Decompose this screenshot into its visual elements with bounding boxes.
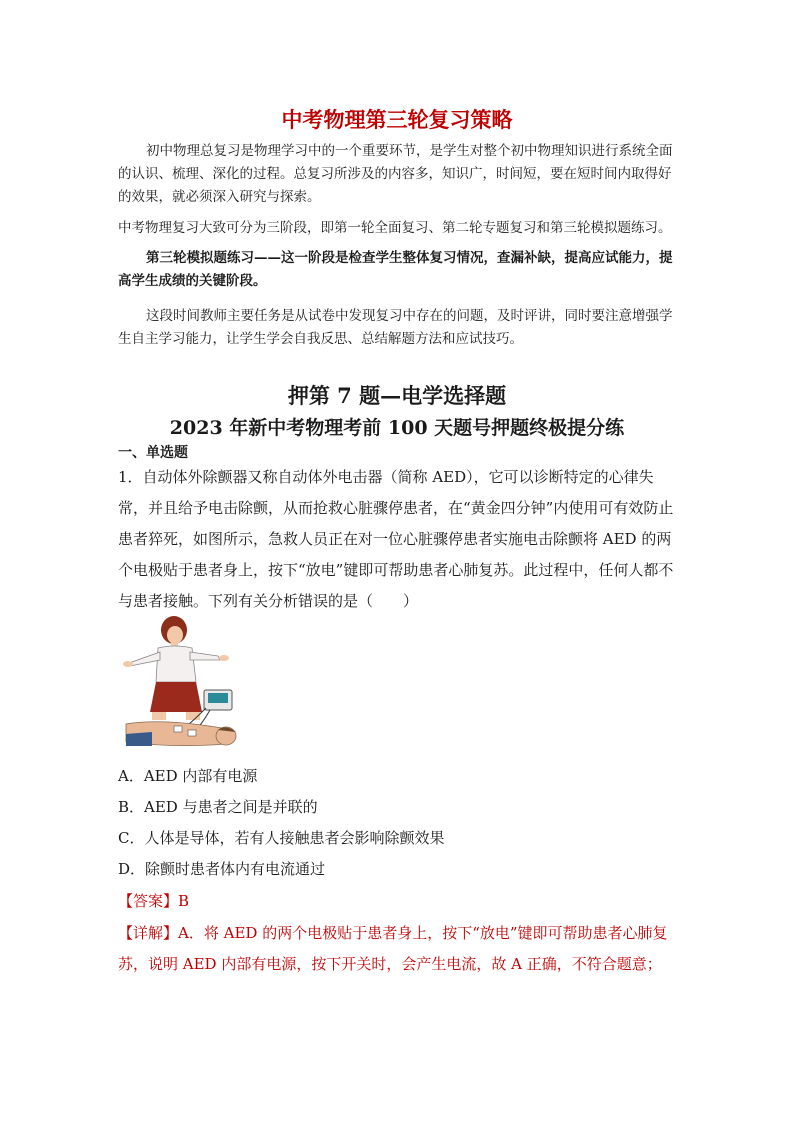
option-a: A．AED 内部有电源: [118, 767, 258, 785]
intro-paragraph-4: 这段时间教师主要任务是从试卷中发现复习中存在的问题，及时评讲，同时要注意增强学生自主学习能力，让学生学会自我反思、总结解题方法和应试技巧。: [118, 308, 673, 347]
intro-paragraph-3: 第三轮模拟题练习——这一阶段是检查学生整体复习情况，查漏补缺，提高应试能力，提高学生成绩的关键阶段。: [118, 250, 673, 289]
answer-value: B: [178, 892, 190, 910]
intro-title: 中考物理第三轮复习策略: [281, 108, 513, 132]
detail-label: 【详解】: [118, 924, 179, 942]
intro-paragraph-1: 初中物理总复习是物理学习中的一个重要环节，是学生对整个初中物理知识进行系统全面的认识、梳理、深化的过程。总复习所涉及的内容多，知识广，时间短，要在短时间内取得好的效果，就必须深入研究与探索。: [118, 143, 673, 205]
option-d: D．除颤时患者体内有电流通过: [118, 860, 326, 878]
intro-paragraph-2: 中考物理复习大致可分为三阶段，即第一轮全面复习、第二轮专题复习和第三轮模拟题练习。: [118, 220, 672, 236]
aed-rescue-illustration: [122, 612, 242, 757]
answer-label: 【答案】: [118, 892, 179, 910]
sub-title: 2023 年新中考物理考前 100 天题号押题终极提分练: [169, 417, 625, 439]
option-c: C．人体是导体，若有人接触患者会影响除颤效果: [118, 829, 445, 847]
question-text: 1．自动体外除颤器又称自动体外电击器（简称 AED），它可以诊断特定的心律失常，并且给予电击除颤，从而抢救心脏骤停患者，在“黄金四分钟”内使用可有效防止患者猝死，如图所示，急救人员正在对一位心脏骤停患者实施电击除颤将 AED 的两个电极贴于患者身上，按下“放电”键即可帮助患者心肺复苏。此过程中，任何人都不与患者接触。下列有关分析错误的是（ ）: [118, 468, 674, 610]
main-title: 押第 7 题—电学选择题: [287, 383, 507, 408]
section-heading: 一、单选题: [118, 445, 188, 461]
answer-line: [118, 890, 189, 911]
detail-explanation: [118, 918, 678, 980]
option-b: B．AED 与患者之间是并联的: [118, 798, 318, 816]
detail-text: A．将 AED 的两个电极贴于患者身上，按下“放电”键即可帮助患者心肺复苏，说明 AED 内部有电源，按下开关时，会产生电流，故 A 正确，不符合题意；: [118, 924, 668, 973]
